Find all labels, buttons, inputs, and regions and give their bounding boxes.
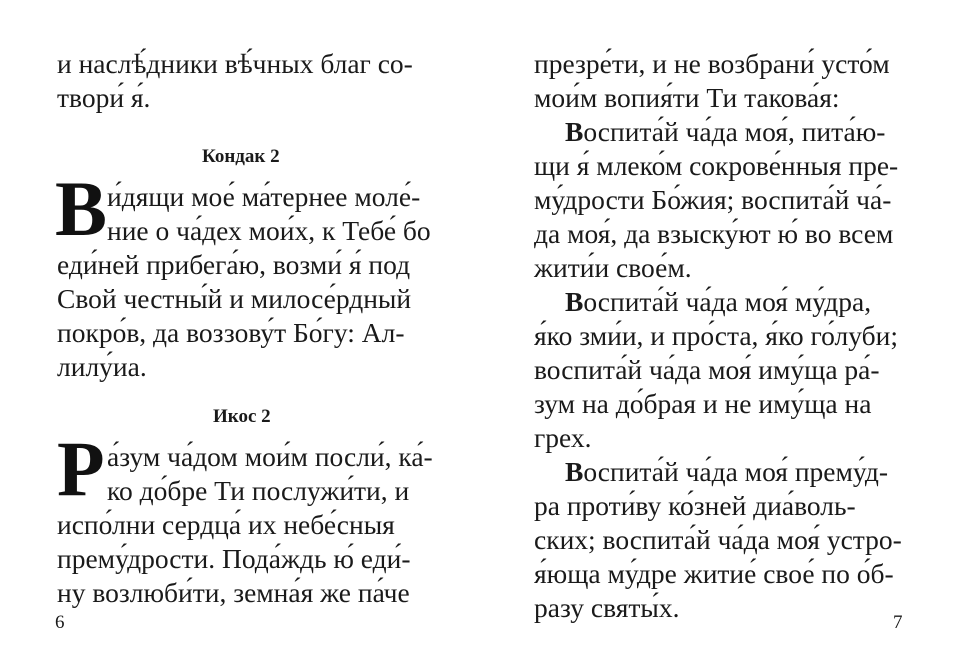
- text-line: му́дрости Бо́жия; воспита́й ча́-: [534, 184, 892, 215]
- paragraph-initial: В: [565, 116, 584, 147]
- text-line: грех.: [534, 422, 592, 453]
- left-page: [0, 0, 480, 650]
- text-line: еди́ней прибега́ю, возми́ я́ под: [57, 249, 411, 280]
- text-line: презре́ти, и не возбрани́ усто́м: [534, 48, 890, 79]
- text-line: ние о ча́дех мои́х, к Тебе́ бо: [107, 215, 431, 246]
- text-line: щи я́ млеко́м сокрове́нныя пре-: [534, 150, 899, 181]
- text-line: разу святы́х.: [534, 592, 680, 623]
- kondak-heading: Кондак 2: [202, 146, 280, 167]
- text-line: прему́дрости. Пода́ждь ю́ еди́-: [57, 543, 411, 574]
- text-line: лилу́иа.: [57, 351, 147, 382]
- paragraph-first-line: [565, 285, 871, 319]
- paragraph-initial: В: [565, 456, 584, 487]
- text-line: и́дящи мое́ ма́тернее моле́-: [107, 181, 421, 212]
- text-line: покро́в, да воззову́т Бо́гу: Ал-: [57, 317, 405, 348]
- text-line: твори́ я́.: [57, 82, 151, 113]
- text-line: мои́м вопия́ти Ти такова́я:: [534, 82, 840, 113]
- text-line: ко до́бре Ти послужи́ти, и: [107, 475, 410, 506]
- text-line: я́ко зми́и, и про́ста, я́ко го́луби;: [534, 320, 898, 351]
- text-line: а́зум ча́дом мои́м посли́, ка́-: [107, 441, 433, 472]
- text-line: и наслѣ́дники вѣ́чных благ со-: [57, 48, 413, 79]
- text-line: ну возлюби́ти, земна́я же па́че: [57, 577, 410, 608]
- paragraph-first-line: [565, 455, 888, 489]
- text-span: оспита́й ча́да моя́ прему́д-: [583, 456, 889, 487]
- page-number: 7: [893, 612, 903, 633]
- text-line: зум на до́брая и не иму́ща на: [534, 388, 872, 419]
- right-page: [480, 0, 961, 650]
- kondak-drop-cap: В: [55, 165, 108, 252]
- ikos-drop-cap: Р: [57, 425, 105, 512]
- paragraph-initial: В: [565, 286, 584, 317]
- text-span: оспита́й ча́да моя́, пита́ю-: [583, 116, 886, 147]
- text-line: жити́и свое́м.: [534, 252, 692, 283]
- text-line: воспита́й ча́да моя́ иму́ща ра́-: [534, 354, 880, 385]
- ikos-heading: Икос 2: [213, 406, 271, 427]
- page-number: 6: [55, 612, 65, 633]
- text-line: ских; воспита́й ча́да моя́ устро-: [534, 524, 902, 555]
- text-line: я́юща му́дре житие́ свое́ по о́б-: [534, 558, 894, 589]
- text-line: да моя́, да взыску́ют ю́ во всем: [534, 218, 894, 249]
- paragraph-first-line: [565, 115, 885, 149]
- text-span: оспита́й ча́да моя́ му́дра,: [583, 286, 872, 317]
- text-line: испо́лни сердца́ их небе́сныя: [57, 509, 395, 540]
- text-line: Свой честны́й и милосе́рдный: [57, 283, 412, 314]
- text-line: ра проти́ву ко́зней диа́воль-: [534, 490, 856, 521]
